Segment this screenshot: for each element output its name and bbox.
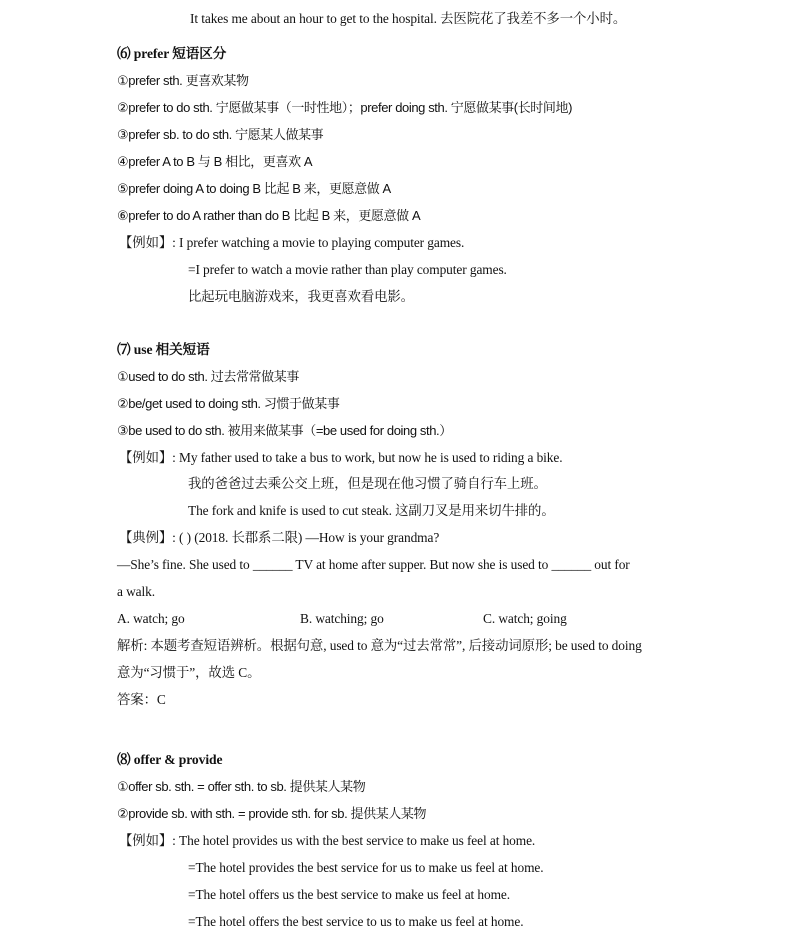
section-8-example-line-1: 【例如】: The hotel provides us with the best service to make us feel at home. (119, 833, 536, 848)
section-7-item-1: ①used to do sth. 过去常常做某事 (117, 369, 299, 384)
exercise-analysis-line-1: 解析: 本题考查短语辨析。根据句意, used to 意为“过去常常”, 后接动词原形; be used to doing (117, 638, 642, 653)
section-6-example-translation: 比起玩电脑游戏来，我更喜欢看电影。 (188, 289, 414, 304)
section-7-example-translation: 我的爸爸过去乘公交上班，但是现在他习惯了骑自行车上班。 (188, 476, 547, 491)
section-8-item-2: ②provide sb. with sth. = provide sth. for sb. 提供某人某物 (117, 806, 427, 821)
section-6-item-3: ③prefer sb. to do sth. 宁愿某人做某事 (117, 127, 324, 142)
section-7-example-line-3: The fork and knife is used to cut steak. 这副刀叉是用来切牛排的。 (188, 503, 555, 518)
exercise-option-b: B. watching; go (300, 611, 384, 626)
section-7-item-2: ②be/get used to doing sth. 习惯于做某事 (117, 396, 340, 411)
exercise-option-a: A. watch; go (117, 611, 185, 626)
section-6-heading: ⑹ prefer 短语区分 (117, 46, 227, 61)
section-8-item-1: ①offer sb. sth. = offer sth. to sb. 提供某人某物 (117, 779, 366, 794)
section-6-item-5: ⑤prefer doing A to doing B 比起 B 来，更愿意做 A (117, 181, 391, 196)
section-8-example-line-2: =The hotel provides the best service for us to make us feel at home. (188, 860, 544, 875)
section-6-example-line-2: =I prefer to watch a movie rather than play computer games. (188, 262, 507, 277)
section-6-item-1: ①prefer sth. 更喜欢某物 (117, 73, 249, 88)
exercise-sentence-line-1: —She’s fine. She used to ______ TV at home after supper. But now she is used to ______ out for (117, 557, 630, 572)
section-8-example-line-3: =The hotel offers us the best service to make us feel at home. (188, 887, 511, 902)
section-8-example-line-4: =The hotel offers the best service to us to make us feel at home. (188, 914, 524, 929)
section-8-heading: ⑻ offer & provide (117, 752, 223, 767)
exercise-answer: 答案：C (117, 692, 166, 707)
exercise-option-c: C. watch; going (483, 611, 567, 626)
section-7-heading: ⑺ use 相关短语 (117, 342, 210, 357)
section-6-example-line-1: 【例如】: I prefer watching a movie to playing computer games. (119, 235, 465, 250)
section-6-item-6: ⑥prefer to do A rather than do B 比起 B 来，更愿意做 A (117, 208, 421, 223)
exercise-sentence-line-2: a walk. (117, 584, 155, 599)
section-6-item-4: ④prefer A to B 与 B 相比，更喜欢 A (117, 154, 313, 169)
section-7-example-line-1: 【例如】: My father used to take a bus to work, but now he is used to riding a bike. (119, 450, 563, 465)
exercise-question: 【典例】: ( ) (2018. 长郡系二限) —How is your grandma? (119, 530, 440, 545)
exercise-analysis-line-2: 意为“习惯于”，故选 C。 (117, 665, 261, 680)
section-7-item-3: ③be used to do sth. 被用来做某事（=be used for doing sth.） (117, 423, 452, 438)
section-6-item-2: ②prefer to do sth. 宁愿做某事（一时性地）；prefer doing sth. 宁愿做某事(长时间地) (117, 100, 573, 115)
intro-sentence: It takes me about an hour to get to the hospital. 去医院花了我差不多一个小时。 (190, 11, 627, 26)
